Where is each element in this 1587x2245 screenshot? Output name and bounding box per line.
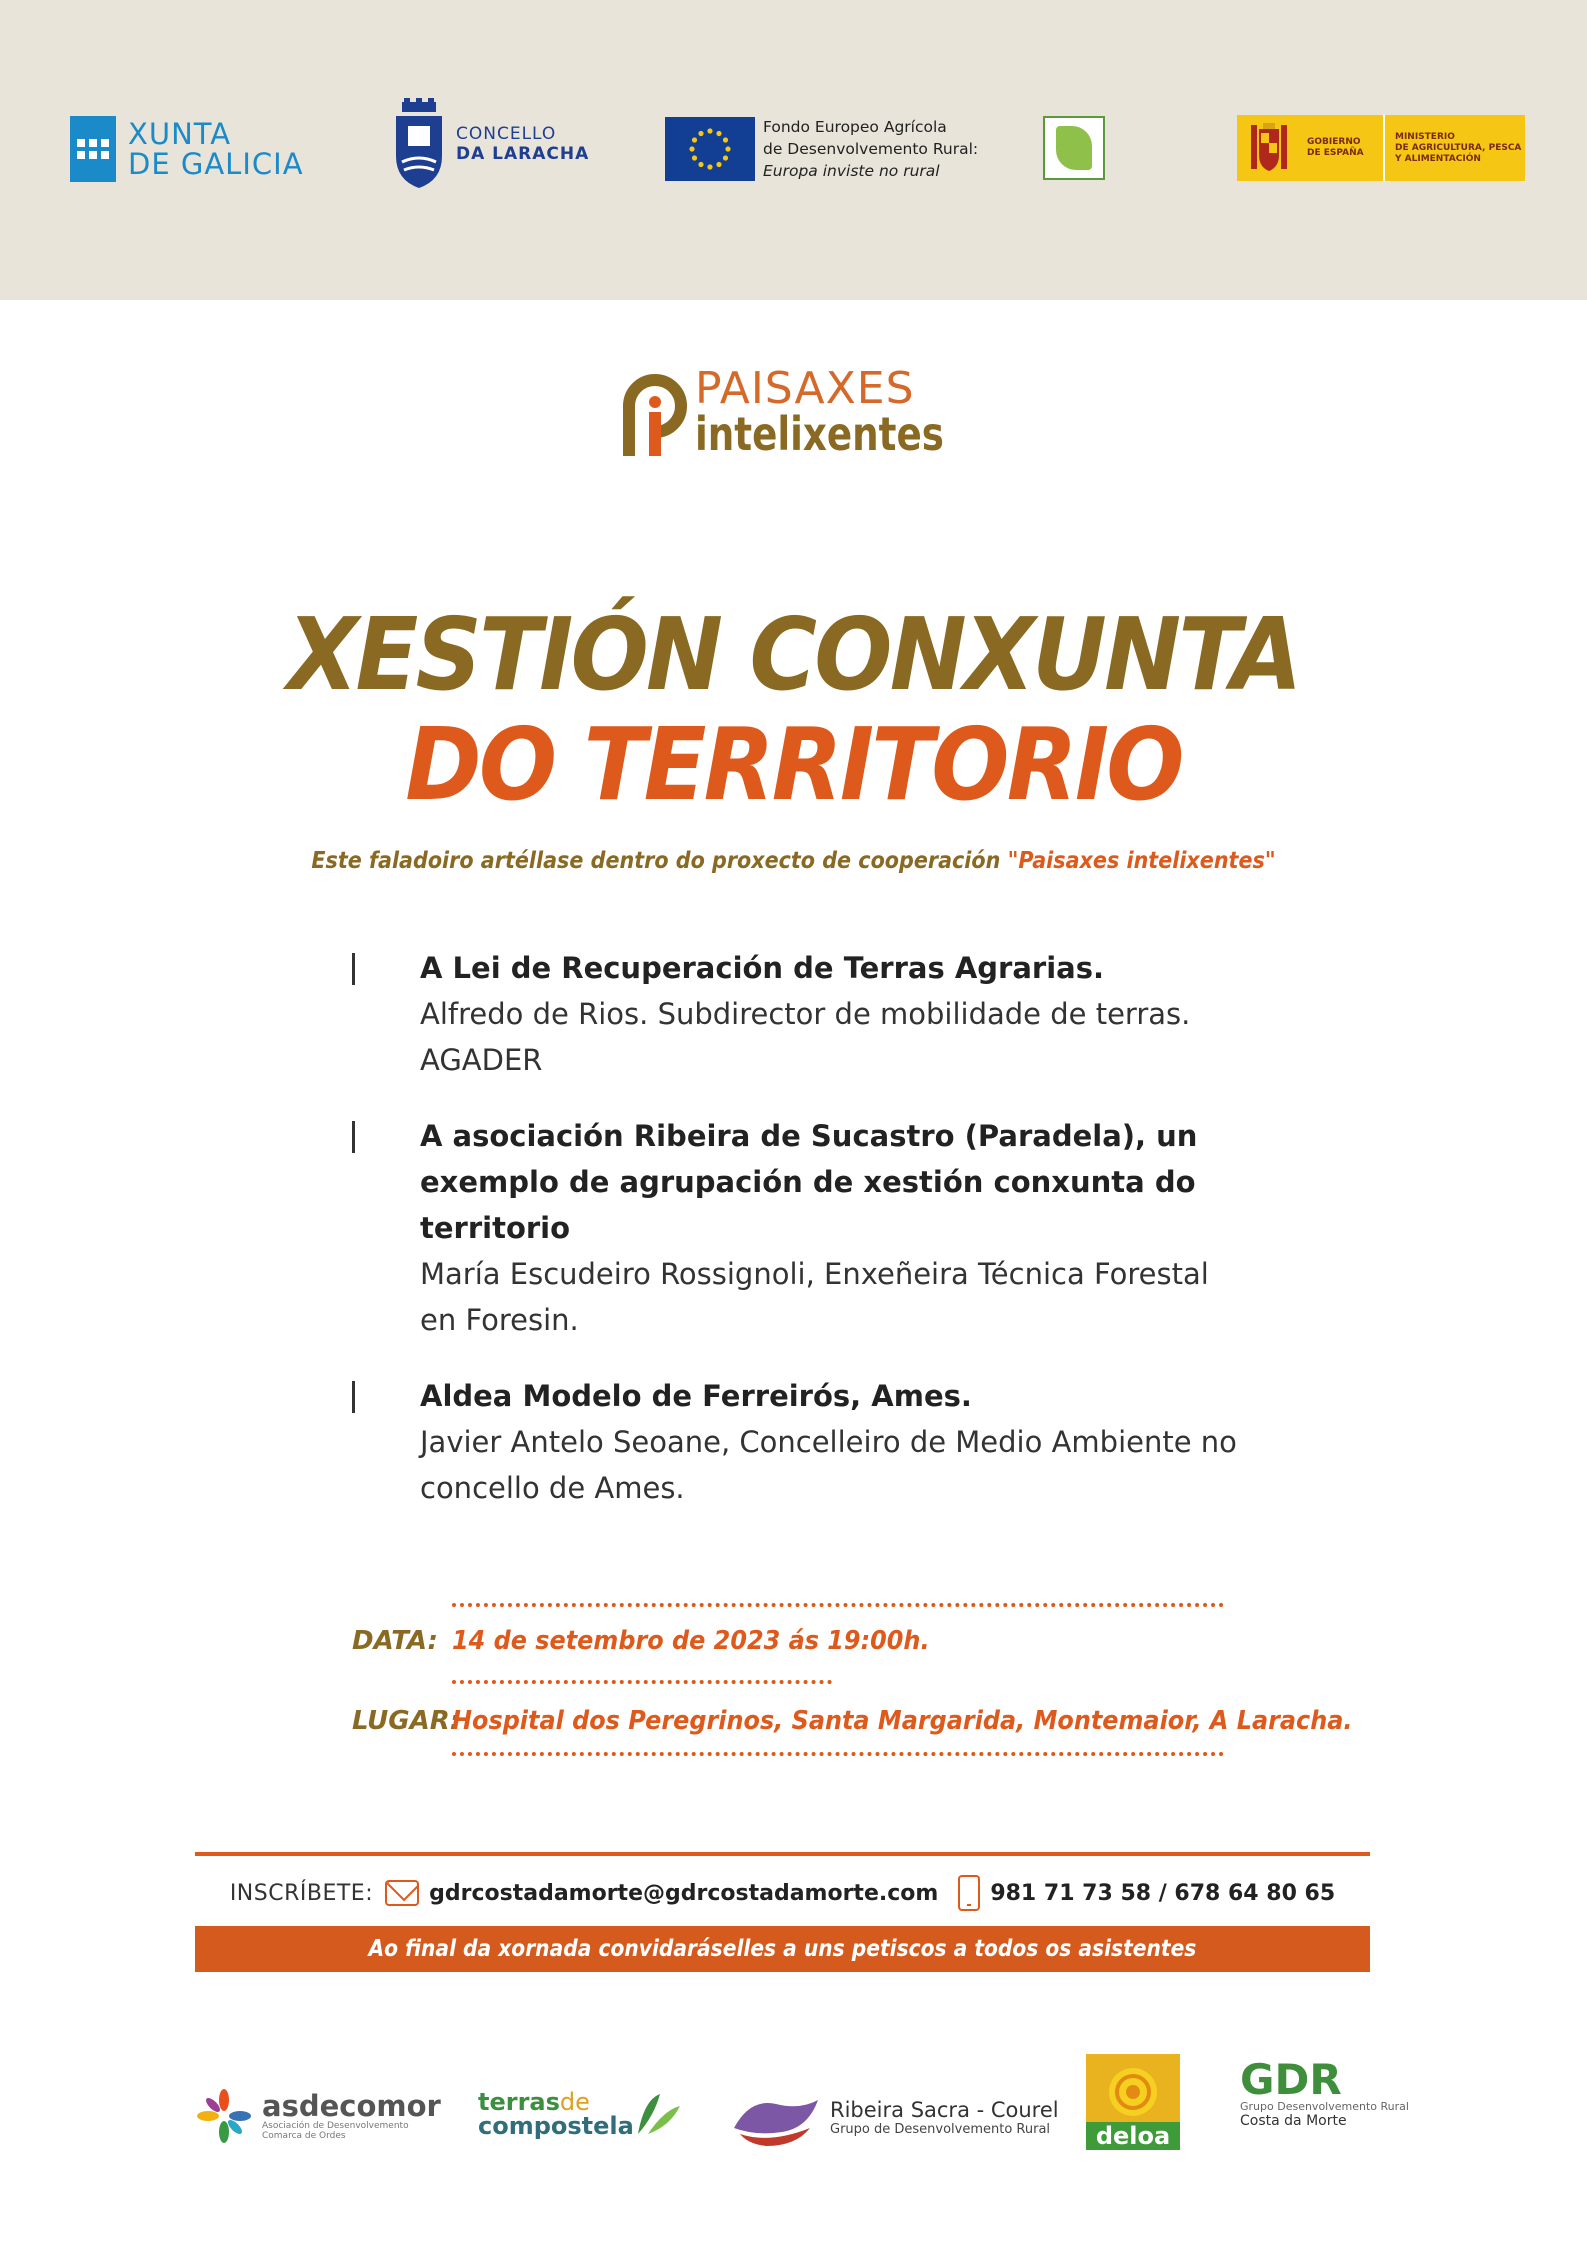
register-rule	[195, 1852, 1370, 1856]
terras-de-word: de	[559, 2088, 590, 2116]
date-label: DATA:	[352, 1626, 438, 1656]
subtitle-text: Este faladoiro artéllase dentro do proxecto de cooperación	[311, 848, 1008, 874]
asdecomor-sub2: Comarca de Ordes	[262, 2131, 346, 2141]
register-phones[interactable]: 981 71 73 58 / 678 64 80 65	[990, 1880, 1336, 1906]
xunta-de-galicia-logo	[70, 116, 304, 182]
title-line1: XESTIÓN CONXUNTA	[287, 596, 1300, 713]
talk-bullet	[352, 1121, 355, 1153]
xunta-line2: DE GALICIA	[128, 147, 304, 181]
talk-title: A Lei de Recuperación de Terras Agrarias.	[420, 951, 1104, 985]
terras-de-compostela-logo	[478, 2090, 684, 2138]
ministerio-line3: Y ALIMENTACIÓN	[1395, 153, 1481, 164]
compostela-word: compostela	[478, 2112, 634, 2140]
leader-logo	[1043, 116, 1105, 180]
register-row	[195, 1870, 1370, 1916]
talk-item	[352, 1113, 1252, 1343]
xunta-emblem-icon	[70, 116, 116, 182]
mail-icon	[385, 1880, 419, 1906]
ribeira-sub: Grupo de Desenvolvemento Rural	[830, 2122, 1051, 2137]
concello-line2: DA LARACHA	[456, 144, 590, 164]
ribeira-sacra-courel-logo	[730, 2088, 1059, 2148]
phone-icon	[958, 1875, 980, 1911]
concello-laracha-logo	[392, 98, 589, 190]
feader-logo	[665, 116, 978, 182]
asdecomor-logo	[196, 2088, 441, 2144]
paisaxes-intelixentes-logo	[617, 363, 972, 461]
dotted-divider	[452, 1752, 1224, 1756]
refreshments-banner	[195, 1926, 1370, 1972]
gdr-costa-da-morte-logo	[1240, 2055, 1409, 2129]
place-label: LUGAR:	[352, 1706, 461, 1736]
subtitle	[79, 848, 1507, 874]
deloa-name: deloa	[1086, 2122, 1180, 2150]
deloa-sun-icon	[1103, 2062, 1163, 2122]
leaf-icon	[1056, 126, 1092, 170]
pi-logo-icon	[617, 368, 689, 458]
ribeira-name: Ribeira Sacra - Courel	[830, 2098, 1059, 2122]
gdr-sub2: Costa da Morte	[1240, 2113, 1347, 2129]
banner-text: Ao final da xornada convidaráselles a uns petiscos a todos os asistentes	[368, 1936, 1197, 1962]
feader-line3: Europa inviste no rural	[763, 162, 940, 180]
gdr-sub: Grupo Desenvolvemento Rural	[1240, 2100, 1409, 2113]
feader-line1: Fondo Europeo Agrícola	[763, 118, 947, 136]
feader-line2: de Desenvolvemento Rural:	[763, 140, 979, 158]
ministerio-line1: MINISTERIO	[1395, 131, 1455, 142]
laracha-shield-icon	[392, 98, 446, 190]
asdecomor-flower-icon	[196, 2088, 252, 2144]
xunta-line1: XUNTA	[128, 117, 232, 151]
talk-title: A asociación Ribeira de Sucastro (Paradela), un exemplo de agrupación de xestión conxunta do territorio	[420, 1119, 1198, 1245]
subtitle-highlight: "Paisaxes intelixentes"	[1007, 848, 1276, 874]
terras-leaf-icon	[634, 2090, 684, 2138]
goberno-espana-logo	[1237, 115, 1525, 181]
talk-bullet	[352, 1381, 355, 1413]
talk-speaker: Alfredo de Rios. Subdirector de mobilidade de terras. AGADER	[420, 997, 1191, 1077]
sponsor-band	[0, 0, 1587, 300]
deloa-logo	[1086, 2054, 1180, 2150]
title-line2: DO TERRITORIO	[405, 706, 1182, 823]
place-value: Hospital dos Peregrinos, Santa Margarida, Montemaior, A Laracha.	[452, 1706, 1353, 1736]
concello-line1: CONCELLO	[456, 124, 557, 144]
eu-flag-icon	[665, 117, 755, 181]
talk-bullet	[352, 953, 355, 985]
gdr-name: GDR	[1240, 2055, 1342, 2104]
talk-speaker: María Escudeiro Rossignoli, Enxeñeira Técnica Forestal en Foresin.	[420, 1257, 1209, 1337]
ministerio-line2: DE AGRICULTURA, PESCA	[1395, 142, 1522, 153]
paisaxes-word: PAISAXES	[695, 363, 915, 414]
date-value: 14 de setembro de 2023 ás 19:00h.	[452, 1626, 930, 1656]
talk-list	[352, 945, 1252, 1541]
talk-speaker: Javier Antelo Seoane, Concelleiro de Medio Ambiente no concello de Ames.	[420, 1425, 1237, 1505]
talk-title: Aldea Modelo de Ferreirós, Ames.	[420, 1379, 972, 1413]
talk-item	[352, 1373, 1252, 1511]
spain-coat-of-arms-icon	[1237, 115, 1301, 181]
goberno-text1-line1: GOBIERNO	[1307, 137, 1361, 147]
asdecomor-name: asdecomor	[262, 2089, 441, 2123]
goberno-text1-line2: DE ESPAÑA	[1307, 148, 1364, 158]
dotted-divider	[452, 1603, 1224, 1607]
register-label: INSCRÍBETE:	[229, 1880, 374, 1906]
asdecomor-sub1: Asociación de Desenvolvemento	[262, 2121, 409, 2131]
ribeira-wave-icon	[730, 2088, 822, 2148]
dotted-divider	[452, 1680, 832, 1684]
intelixentes-word: intelixentes	[695, 407, 944, 461]
talk-item	[352, 945, 1252, 1083]
register-email-link[interactable]: gdrcostadamorte@gdrcostadamorte.com	[429, 1880, 939, 1906]
terras-word: terras	[478, 2088, 560, 2116]
